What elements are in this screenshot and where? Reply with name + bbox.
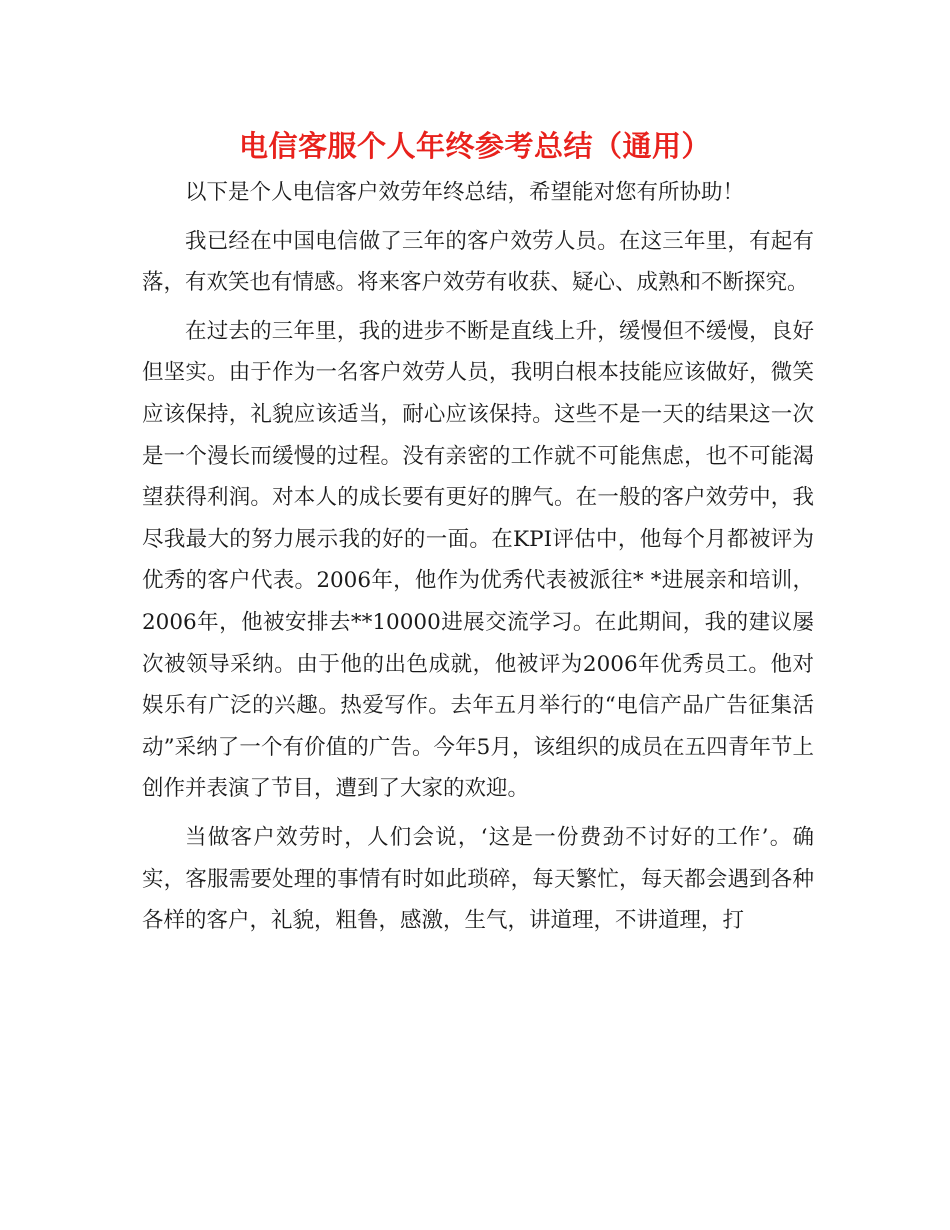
paragraph-three-years: 我已经在中国电信做了三年的客户效劳人员。在这三年里，有起有落，有欢笑也有情感。将来客户效劳有收获、疑心、成熟和不断探究。 <box>142 228 814 296</box>
paragraph-progress: 在过去的三年里，我的进步不断是直线上升，缓慢但不缓慢，良好但坚实。由于作为一名客户效劳人员，我明白根本技能应该做好，微笑应该保持，礼貌应该适当，耐心应该保持。这些不是一天的结果这一次是一个漫长而缓慢的过程。没有亲密的工作就不可能焦虑，也不可能渴望获得利润。对本人的成长要有更好的脾气。在一般的客户效劳中，我尽我最大的努力展示我的好的一面。在KPI评估中，他每个月都被评为优秀的客户代表。2006年，他作为优秀代表被派往* *进展亲和培训，2006年，他被安排去**10000进展交流学习。在此期间，我的建议屡次被领导采纳。由于他的出色成就，他被评为2006年优秀员工。他对娱乐有广泛的兴趣。热爱写作。去年五月举行的“电信产品广告征集活动”采纳了一个有价值的广告。今年5月，该组织的成员在五四青年节上创作并表演了节目，遭到了大家的欢迎。 <box>142 318 814 802</box>
paragraph-intro: 以下是个人电信客户效劳年终总结，希望能对您有所协助！ <box>185 180 745 205</box>
paragraph-customer-service: 当做客户效劳时，人们会说，‘这是一份费劲不讨好的工作’。确实，客服需要处理的事情有时如此琐碎，每天繁忙，每天都会遇到各种各样的客户，礼貌，粗鲁，感激，生气，讲道理，不讲道理，打 <box>142 824 814 934</box>
document-title: 电信客服个人年终参考总结（通用） <box>238 129 711 163</box>
document-body <box>142 172 814 949</box>
